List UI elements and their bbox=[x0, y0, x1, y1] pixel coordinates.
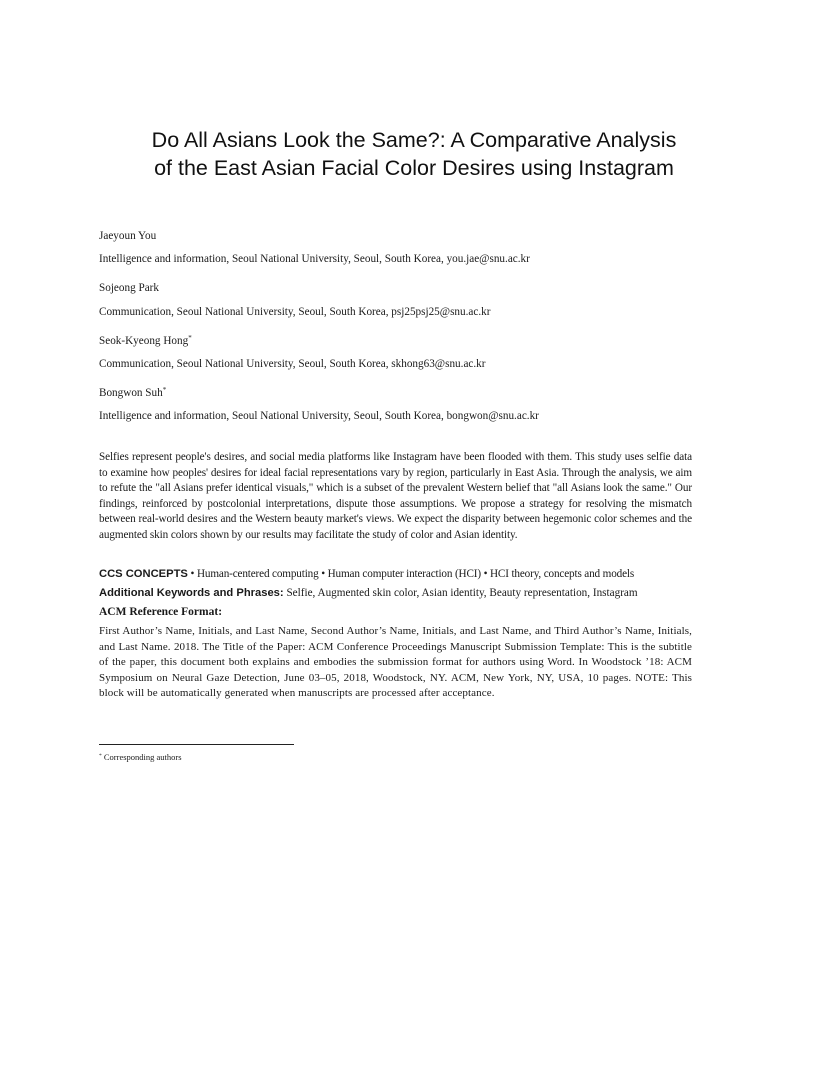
footnote bbox=[99, 751, 182, 763]
acm-reference-heading: ACM Reference Format: bbox=[99, 606, 223, 618]
paper-title bbox=[60, 126, 768, 182]
title-line-1: Do All Asians Look the Same?: A Comparative Analysis bbox=[151, 128, 677, 152]
keywords bbox=[99, 586, 699, 600]
author-name bbox=[99, 383, 166, 400]
footnote-text: Corresponding authors bbox=[101, 752, 182, 762]
author-name-text: Jaeyoun You bbox=[99, 230, 157, 242]
author-name bbox=[99, 226, 156, 243]
title-line-2: of the East Asian Facial Color Desires using Instagram bbox=[154, 156, 674, 180]
author-name-text: Bongwon Suh bbox=[99, 387, 163, 399]
keywords-label: Additional Keywords and Phrases: bbox=[99, 587, 284, 599]
abstract: Selfies represent people's desires, and social media platforms like Instagram have been flooded with them. This study uses selfie data to examine how peoples' desires for ideal facial representations vary by region, particularly in East Asia. Through the analysis, we aim to refute the "all Asians prefer identical visuals," which is a subset of the prevalent Western belief that "all Asians look the same." Our findings, reinforced by postcolonial interpretations, dispute those assumptions. We propose a strategy for resolving the mismatch between real-world desires and the Western beauty market's views. We expect the disparity between hegemonic color schemes and the augmented skin colors shown by our results may facilitate the study of color and Asian identity. bbox=[99, 451, 692, 541]
author-mark: * bbox=[188, 334, 192, 342]
ccs-label: CCS CONCEPTS bbox=[99, 568, 188, 580]
author-affiliation: Intelligence and information, Seoul National University, Seoul, South Korea, bongwon@snu.ac.kr bbox=[99, 410, 539, 422]
author-mark: * bbox=[162, 386, 167, 394]
acm-reference-text: First Author’s Name, Initials, and Last Name, Second Author’s Name, Initials, and Last Name, and Third Author’s Name, Initials, and Last Name. 2018. The Title of the Paper: ACM Conference Proceedings Manuscript Submission Template: This is the subtitle of the paper, this document both explains and embodies the submission format for authors using Word. In Woodstock ’18: ACM Symposium on Neural Gaze Detection, June 03–05, 2018, Woodstock, NY. ACM, New York, NY, USA, 10 pages. NOTE: This block will be automatically generated when manuscripts are processed after acceptance. bbox=[99, 625, 692, 700]
ccs-concepts bbox=[99, 567, 699, 581]
ccs-text: • Human-centered computing • Human computer interaction (HCI) • HCI theory, concepts and models bbox=[187, 568, 635, 580]
author-name bbox=[99, 331, 192, 348]
author-affiliation: Communication, Seoul National University, Seoul, South Korea, psj25psj25@snu.ac.kr bbox=[99, 306, 491, 318]
footnote-mark: * bbox=[99, 753, 102, 759]
author-name-text: Sojeong Park bbox=[99, 282, 159, 294]
author-name-text: Seok-Kyeong Hong bbox=[99, 335, 189, 347]
author-name bbox=[99, 278, 159, 295]
author-affiliation: Intelligence and information, Seoul National University, Seoul, South Korea, you.jae@snu.ac.kr bbox=[99, 253, 530, 265]
author-affiliation: Communication, Seoul National University, Seoul, South Korea, skhong63@snu.ac.kr bbox=[99, 358, 486, 370]
keywords-text: Selfie, Augmented skin color, Asian identity, Beauty representation, Instagram bbox=[283, 587, 638, 599]
footnote-divider bbox=[99, 744, 294, 745]
